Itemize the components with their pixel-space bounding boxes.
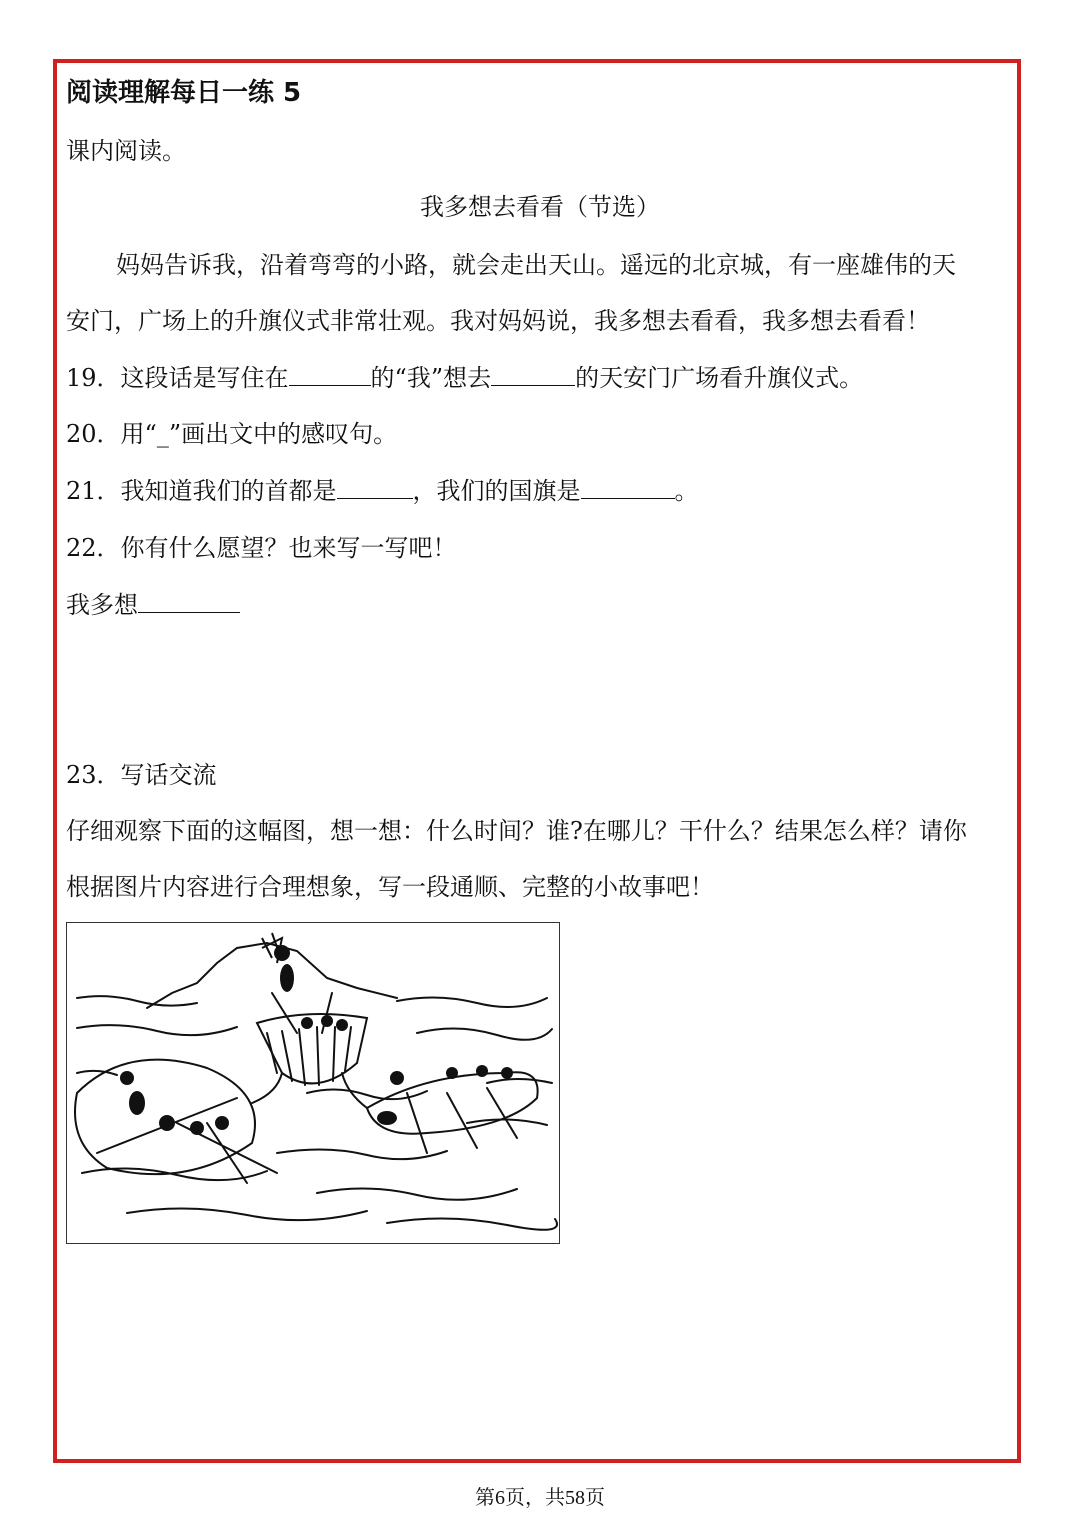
passage-line-2: 安门，广场上的升旗仪式非常壮观。我对妈妈说，我多想去看看，我多想去看看！ — [66, 307, 930, 335]
passage-title: 我多想去看看（节选） — [420, 193, 660, 221]
q19-text-a: 19．这段话是写住在 — [66, 364, 289, 392]
q21-blank-2[interactable] — [581, 476, 675, 499]
section-label: 课内阅读。 — [66, 137, 186, 165]
q19-text-b: 的“我”想去 — [370, 364, 492, 392]
q19-text-c: 的天安门广场看升旗仪式。 — [575, 364, 864, 392]
illustration-drawing — [67, 923, 558, 1242]
question-21 — [66, 476, 699, 506]
q19-blank-1[interactable] — [289, 363, 371, 386]
q20-underline-mark: _ — [156, 420, 169, 448]
q21-text-a: 21．我知道我们的首都是 — [66, 477, 337, 505]
ants-rowing-boats-illustration — [66, 922, 560, 1244]
q21-text-c: 。 — [674, 477, 699, 505]
passage-line-1: 妈妈告诉我，沿着弯弯的小路，就会走出天山。遥远的北京城，有一座雄伟的天 — [116, 251, 956, 279]
question-23-title: 23．写话交流 — [66, 761, 217, 789]
q22-answer-blank[interactable] — [138, 590, 240, 613]
q21-blank-1[interactable] — [337, 476, 413, 499]
q19-blank-2[interactable] — [491, 363, 575, 386]
q21-text-b: ，我们的国旗是 — [412, 477, 581, 505]
page-number: 第6页，共58页 — [475, 1487, 605, 1509]
q20-text-a: 20．用“ — [66, 420, 157, 448]
q22-answer-prefix: 我多想 — [66, 591, 138, 619]
q20-text-b: ”画出文中的感叹句。 — [168, 420, 398, 448]
question-22-answer — [66, 590, 240, 620]
question-23-line-2: 根据图片内容进行合理想象，写一段通顺、完整的小故事吧！ — [66, 873, 714, 901]
question-20 — [66, 419, 397, 449]
page-title: 阅读理解每日一练 5 — [66, 78, 302, 108]
question-23-line-1: 仔细观察下面的这幅图，想一想：什么时间？谁?在哪儿？干什么？结果怎么样？请你 — [66, 817, 967, 845]
question-19 — [66, 363, 863, 393]
question-22: 22．你有什么愿望？也来写一写吧！ — [66, 534, 457, 562]
